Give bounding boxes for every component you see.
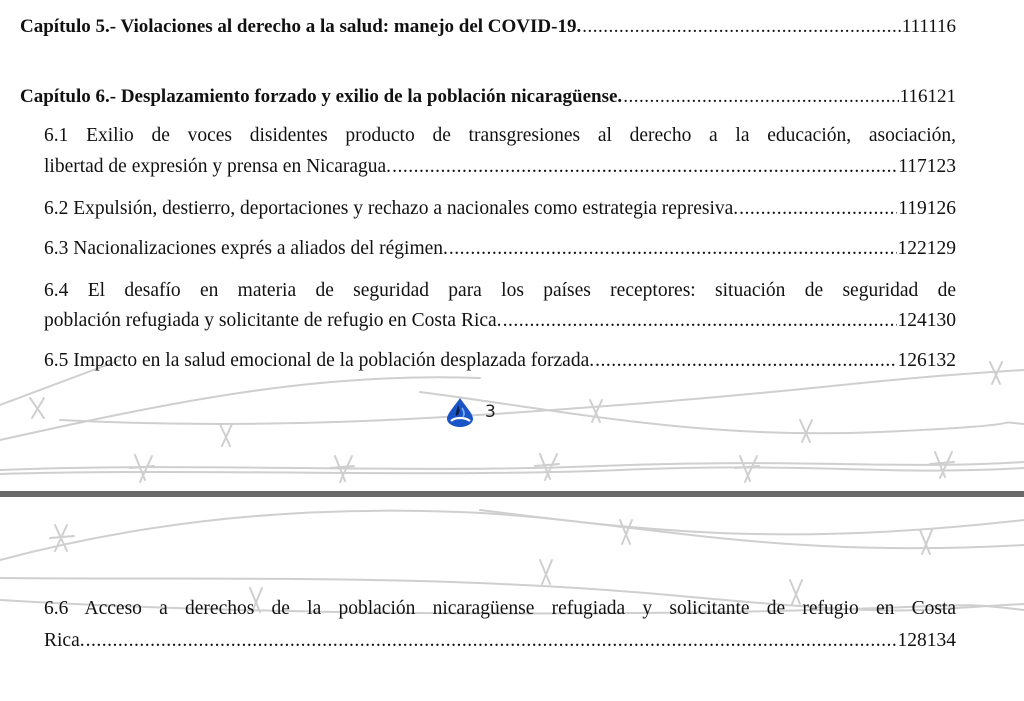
dot-leader — [595, 346, 896, 376]
toc-entry-6-3[interactable]: 6.3 Nacionalizaciones exprés a aliados del régimen. ..... 122129 — [44, 234, 956, 264]
toc-entry-6-1-line1[interactable]: 6.1 Exilio de voces disidentes producto de transgresiones al derecho a la educación, asociación, — [44, 125, 956, 146]
dot-leader — [392, 152, 897, 182]
page-ref: 116121 — [899, 86, 956, 107]
dot-leader — [86, 626, 897, 656]
toc-entry-6-4-line2[interactable]: población refugiada y solicitante de refugio en Costa Rica. ..... 124130 — [44, 306, 956, 336]
toc-chapter-6[interactable]: Capítulo 6.- Desplazamiento forzado y exilio de la población nicaragüense. ..... 116121 — [20, 82, 956, 112]
dot-leader — [449, 234, 897, 264]
page-ref: 122129 — [897, 238, 956, 259]
water-drop-logo-icon — [443, 396, 477, 428]
toc-entry-6-2[interactable]: 6.2 Expulsión, destierro, deportaciones y rechazo a nacionales como estrategia represiva. ..... 119126 — [44, 194, 956, 224]
page-ref: 128134 — [897, 630, 956, 651]
page-ref: 111116 — [901, 16, 956, 37]
toc-entry-6-5[interactable]: 6.5 Impacto en la salud emocional de la población desplazada forzada. ..... 126132 — [44, 346, 956, 376]
toc-entry-6-1-line2[interactable]: libertad de expresión y prensa en Nicaragua. ..... 117123 — [44, 152, 956, 182]
dot-leader — [503, 306, 897, 336]
page-ref: 119126 — [898, 198, 956, 219]
toc-sections-page-1 — [44, 8, 956, 388]
page-number: 3 — [485, 402, 496, 422]
page-footer — [443, 396, 496, 428]
page-ref: 126132 — [897, 350, 956, 371]
page-ref: 124130 — [897, 310, 956, 331]
toc-entry-6-4-line1[interactable]: 6.4 El desafío en materia de seguridad para los países receptores: situación de seguridad de — [44, 280, 956, 301]
page-ref: 117123 — [898, 156, 956, 177]
toc-entry-6-6-line1[interactable]: 6.6 Acceso a derechos de la población nicaragüense refugiada y solicitante de refugio en Costa — [44, 598, 956, 619]
page-separator — [0, 491, 1024, 497]
toc-sections-page-2 — [44, 594, 956, 664]
dot-leader — [739, 194, 897, 224]
toc-entry-6-6-line2[interactable]: Rica. ..... 128134 — [44, 626, 956, 656]
toc-chapter-5[interactable]: Capítulo 5.- Violaciones al derecho a la salud: manejo del COVID-19. ..... 111116 — [20, 12, 956, 42]
